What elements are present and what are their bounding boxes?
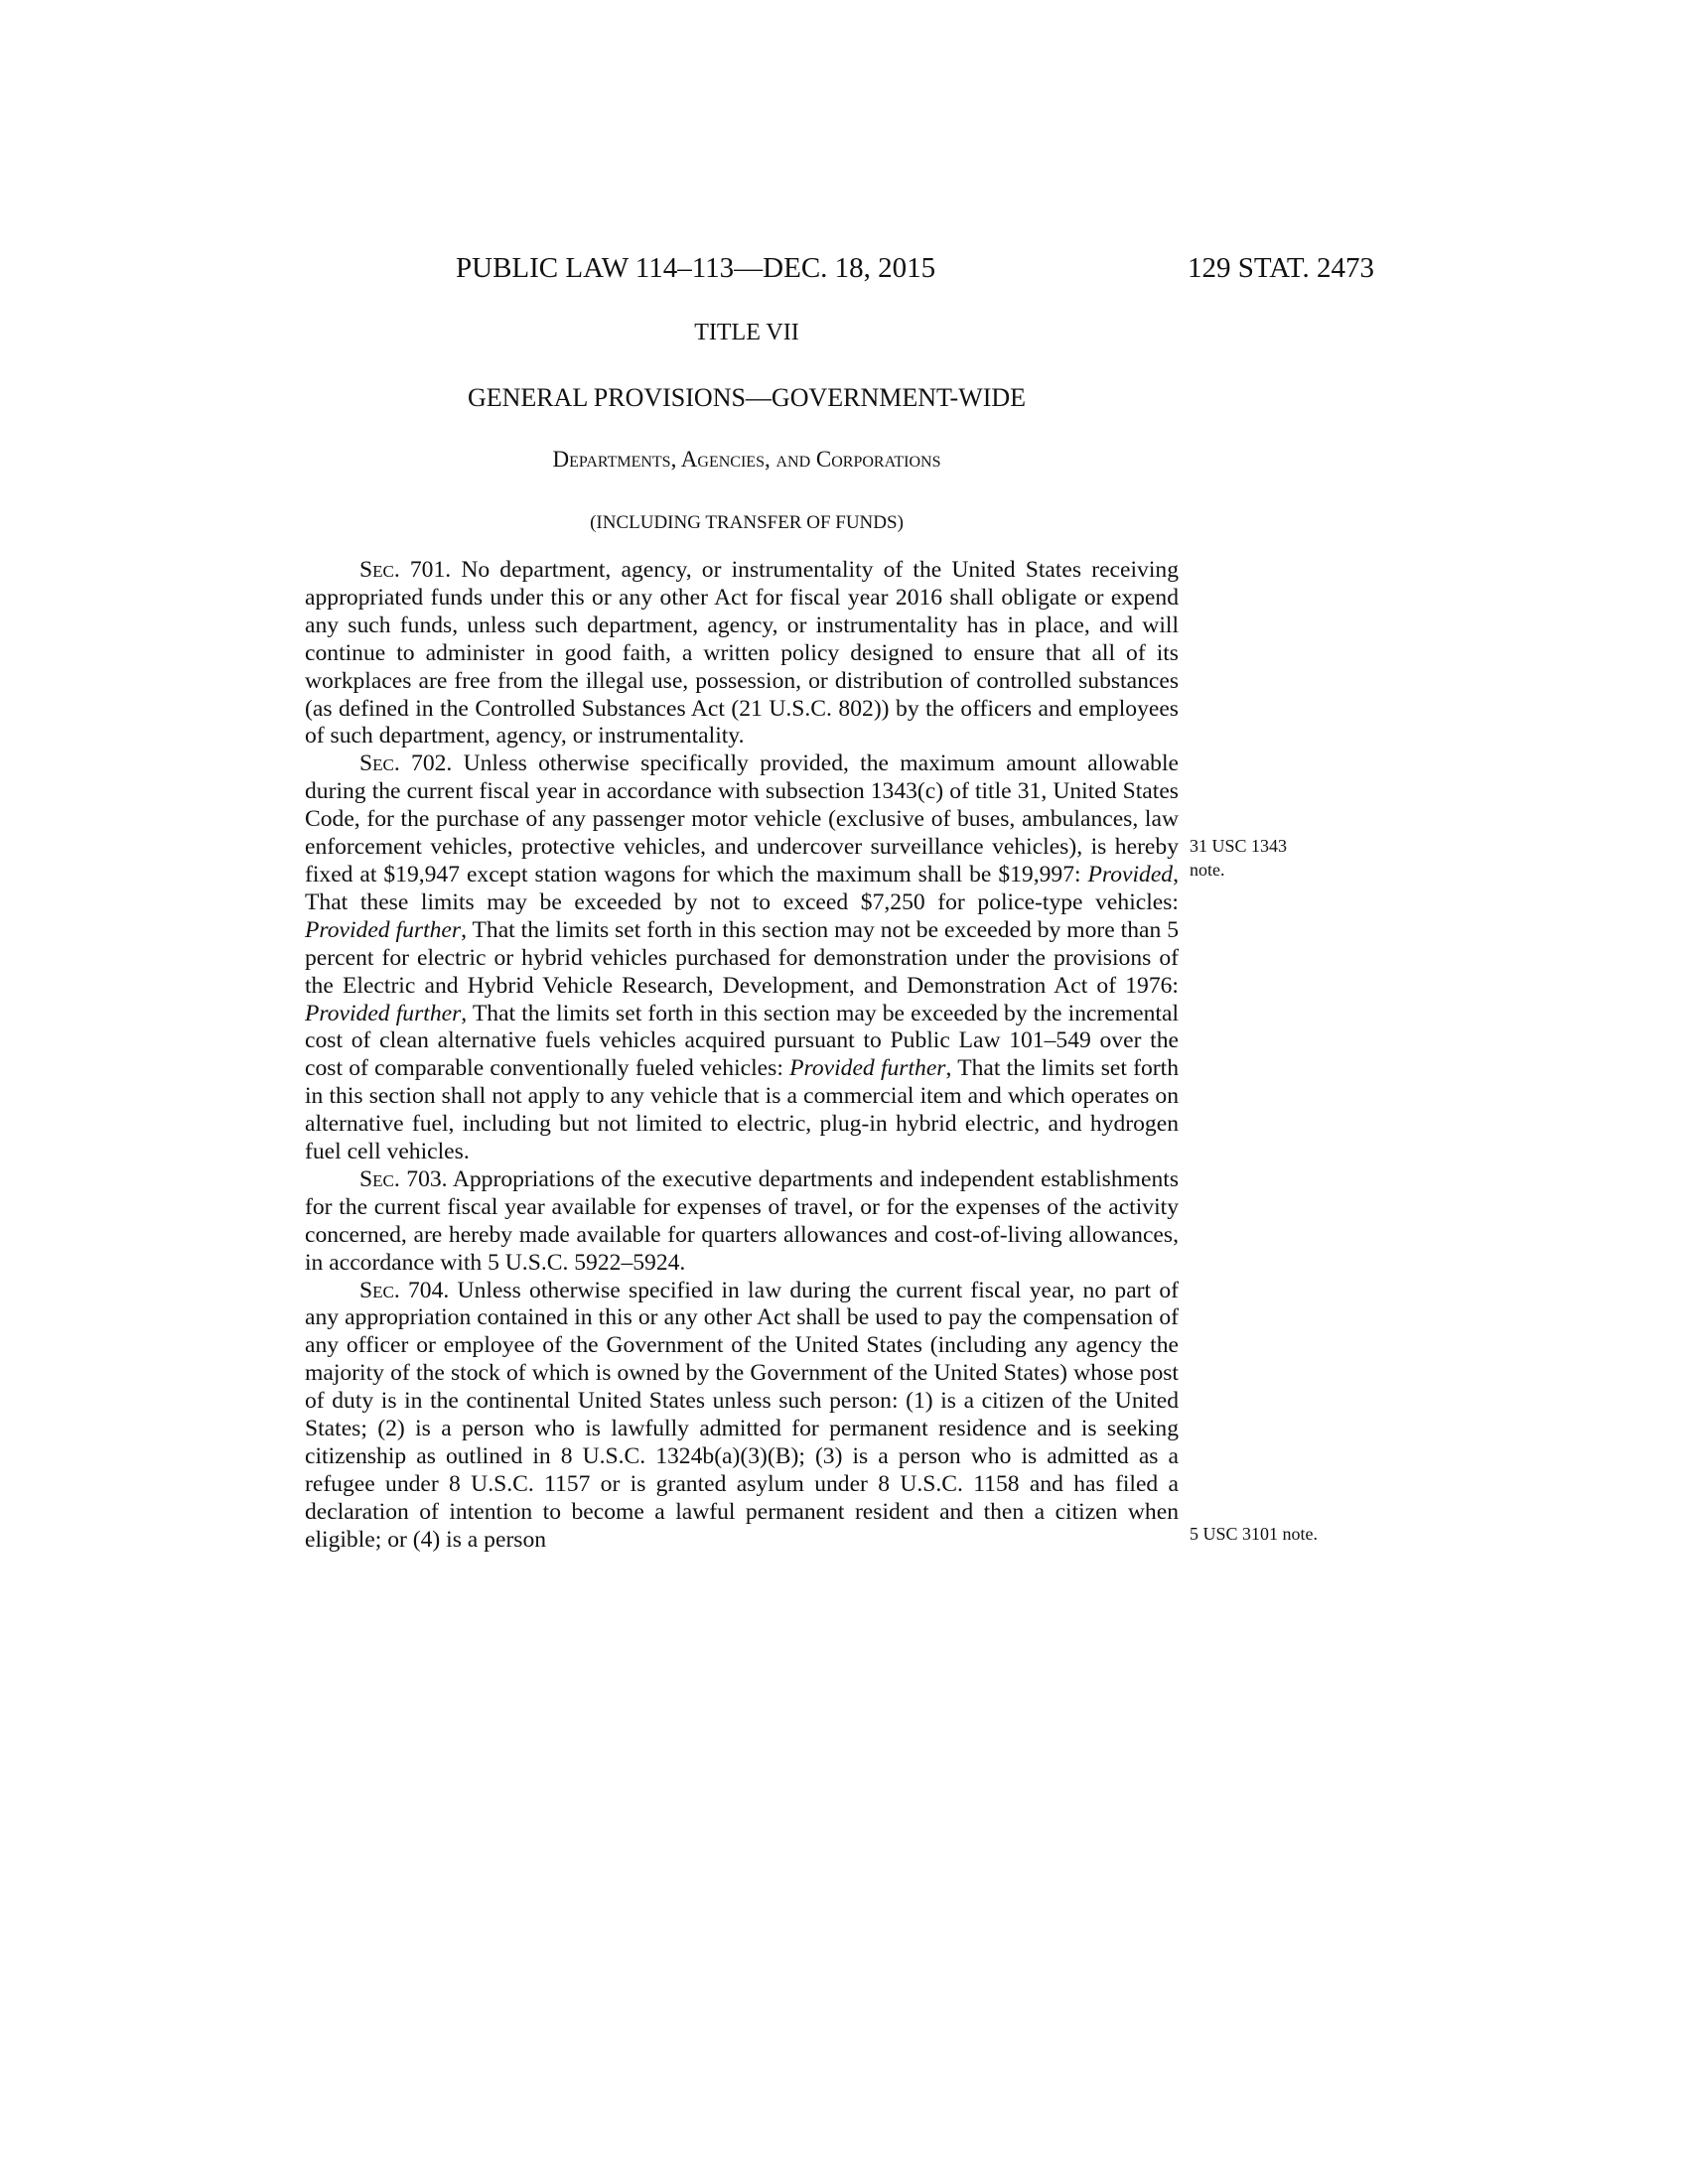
general-provisions-heading: GENERAL PROVISIONS—GOVERNMENT-WIDE xyxy=(467,383,1027,412)
section-label: Sec. 703. xyxy=(359,1165,448,1192)
section-label: Sec. 701. xyxy=(359,557,452,583)
section-label: Sec. 702. xyxy=(359,751,453,777)
section-text: Unless otherwise specified in law during the current fiscal year, no part of any appropriation contained in this or any other Act shall be used to pay the compensation of any officer or employee of the Government of the United States (including any agency the majority of the stock of which is owned by the Government of the United States) whose post of duty is in the continental United States unless such person: (1) is a citizen of the United States; (2) is a person who is lawfully admitted for permanent residence and is seeking citizenship as outlined in 8 U.S.C. 1324b(a)(3)(B); (3) is a person who is admitted as a refugee under 8 U.S.C. 1157 or is granted asylum under 8 U.S.C. 1158 and has filed a declaration of intention to become a lawful permanent resident and then a citizen when eligible; or (4) is a person xyxy=(305,1277,1179,1553)
proviso-label: Provided further xyxy=(305,916,462,943)
margin-note-702 xyxy=(1190,834,1388,882)
section-701 xyxy=(305,557,1179,751)
transfer-subheading: (INCLUDING TRANSFER OF FUNDS) xyxy=(590,512,904,533)
section-label: Sec. 704. xyxy=(359,1277,450,1303)
section-text: , That these limits may be exceeded by not to exceed $7,250 for police-type vehicles: xyxy=(305,861,1179,915)
margin-note-line: note. xyxy=(1190,860,1225,880)
proviso-label: Provided further xyxy=(305,1000,462,1026)
section-text: , That the limits set forth in this section may not be exceeded by more than 5 percent for electric or hybrid vehicles purchased for demonstration under the provisions of the Electric and Hybrid Vehicle Research, Development, and Demonstration Act of 1976: xyxy=(305,916,1179,999)
section-text: Unless otherwise specifically provided, the maximum amount allowable during the current fiscal year in accordance with subsection 1343(c) of title 31, United States Code, for the purchase of any passenger motor vehicle (exclusive of buses, ambulances, law enforcement vehicles, protective vehicles, and undercover surveillance vehicles), is hereby fixed at $19,947 except station wagons for which the maximum shall be $19,997: xyxy=(305,751,1179,887)
section-704 xyxy=(305,1278,1179,1555)
section-text: , That the limits set forth in this section shall not apply to any vehicle that is a commercial item and which operates on alternative fuel, including but not limited to electric, plug-in hybrid electric, and hydrogen fuel cell vehicles. xyxy=(305,1055,1180,1165)
section-702 xyxy=(305,751,1179,1166)
margin-note-line: 31 USC 1343 xyxy=(1190,836,1288,856)
section-body xyxy=(305,557,1179,1555)
section-text: , That the limits set forth in this section may be exceeded by the incremental cost of clean alternative fuels vehicles acquired pursuant to Public Law 101–549 over the cost of comparable conventionally fueled vehicles: xyxy=(305,1000,1180,1082)
section-703 xyxy=(305,1166,1179,1278)
section-text: No department, agency, or instrumentality of the United States receiving appropriated funds under this or any other Act for fiscal year 2016 shall obligate or expend any such funds, unless such department, agency, or instrumentality has in place, and will continue to administer in good faith, a written policy designed to ensure that all of its workplaces are free from the illegal use, possession, or distribution of controlled substances (as defined in the Controlled Substances Act (21 U.S.C. 802)) by the officers and employees of such department, agency, or instrumentality. xyxy=(305,557,1179,750)
running-head xyxy=(456,248,1374,288)
departments-heading: Departments, Agencies, and Corporations xyxy=(552,447,941,472)
proviso-label: Provided xyxy=(1087,861,1174,887)
title-heading: TITLE VII xyxy=(694,320,799,345)
proviso-label: Provided further xyxy=(789,1055,946,1082)
public-law-citation: PUBLIC LAW 114–113—DEC. 18, 2015 xyxy=(456,252,936,284)
statute-page-number: 129 STAT. 2473 xyxy=(1187,252,1374,284)
section-text: Appropriations of the executive departments and independent establishments for the current fiscal year available for expenses of travel, or for the expenses of the activity concerned, are hereby made available for quarters allowances and cost-of-living allowances, in accordance with 5 U.S.C. 5922–5924. xyxy=(305,1165,1179,1276)
margin-note-704: 5 USC 3101 note. xyxy=(1190,1524,1319,1544)
